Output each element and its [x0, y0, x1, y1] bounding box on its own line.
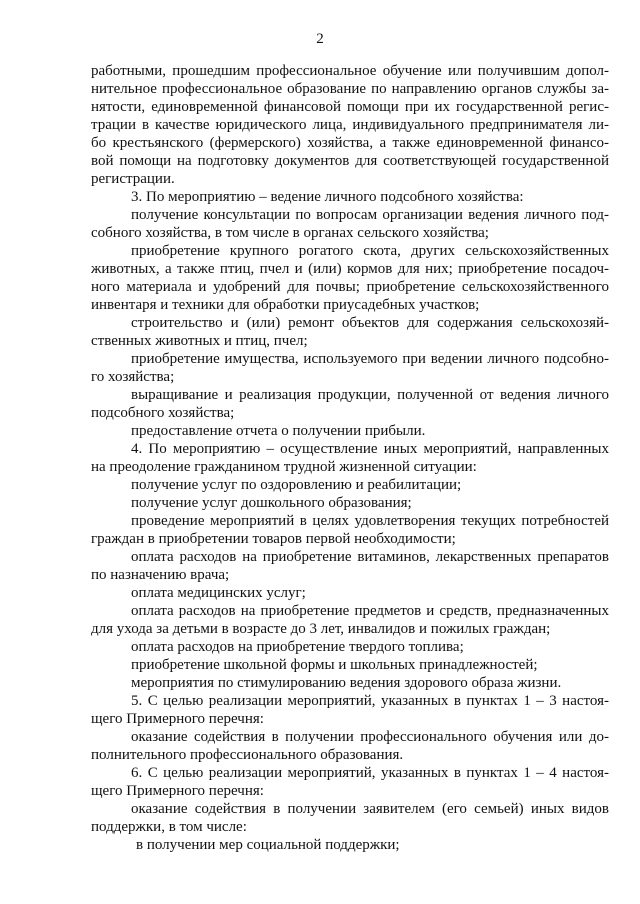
text-line-content: приобретение школьной формы и школьных принадлежностей; [131, 657, 538, 673]
text-line [91, 818, 609, 836]
text-line-content: бо крестьянского (фермерского) хозяйства, а также единовременной финансо- [91, 135, 609, 151]
text-line-content: оплата расходов на приобретение витаминов, лекарственных препаратов [131, 549, 609, 565]
text-line-content: для ухода за детьми в возрасте до 3 лет, инвалидов и пожилых граждан; [91, 621, 551, 637]
text-line [136, 836, 609, 854]
text-line-content: трации в качестве юридического лица, индивидуального предпринимателя ли- [91, 117, 609, 133]
text-line [131, 602, 609, 620]
page-number: 2 [316, 31, 324, 47]
text-line-content: полнительного профессионального образования. [91, 747, 404, 763]
text-line [91, 80, 609, 98]
text-line [91, 458, 609, 476]
text-line-content: го хозяйства; [91, 369, 175, 385]
text-line [131, 674, 609, 692]
text-line [91, 332, 609, 350]
text-line [131, 512, 609, 530]
text-line-content: поддержки, в том числе: [91, 819, 247, 835]
text-line [131, 476, 609, 494]
text-line [131, 350, 609, 368]
text-line [131, 386, 609, 404]
text-line-content: приобретение имущества, используемого при ведении личного подсобно- [131, 351, 609, 367]
text-line-content: нятости, единовременной финансовой помощи при их государственной регис- [91, 99, 609, 115]
text-line-content: ственных животных и птиц, пчел; [91, 333, 308, 349]
text-line [131, 440, 609, 458]
text-line-content: предоставление отчета о получении прибыли. [131, 423, 426, 439]
text-line [131, 692, 609, 710]
text-line-content: на преодоление гражданином трудной жизненной ситуации: [91, 459, 477, 475]
text-line [131, 188, 609, 206]
text-line [91, 224, 609, 242]
text-line [131, 206, 609, 224]
text-line [131, 800, 609, 818]
text-line [91, 134, 609, 152]
text-line [131, 656, 609, 674]
text-line-content: по назначению врача; [91, 567, 230, 583]
text-line [91, 368, 609, 386]
text-line [91, 530, 609, 548]
text-line [131, 728, 609, 746]
text-line-content: оказание содействия в получении профессионального обучения или до- [131, 729, 609, 745]
text-line-content: оказание содействия в получении заявителем (его семьей) иных видов [131, 801, 609, 817]
text-line-content: регистрации. [91, 171, 175, 187]
text-line-content: вой помощи на подготовку документов для соответствующей государственной [91, 153, 609, 169]
text-line [91, 62, 609, 80]
text-line-content: граждан в приобретении товаров первой необходимости; [91, 531, 456, 547]
text-line-content: собного хозяйства, в том числе в органах сельского хозяйства; [91, 225, 489, 241]
text-line-content: выращивание и реализация продукции, полученной от ведения личного [131, 387, 609, 403]
text-line [91, 746, 609, 764]
text-line [131, 548, 609, 566]
text-line-content: животных, а также птиц, пчел и (или) кормов для них; приобретение посадоч- [91, 261, 609, 277]
text-line-content: 4. По мероприятию – осуществление иных мероприятий, направленных [131, 441, 609, 457]
text-line-content: получение услуг по оздоровлению и реабилитации; [131, 477, 462, 493]
text-line [91, 260, 609, 278]
text-line [131, 314, 609, 332]
text-line [91, 170, 609, 188]
text-line [91, 278, 609, 296]
text-line-content: 5. С целью реализации мероприятий, указанных в пунктах 1 – 3 настоя- [131, 693, 609, 709]
text-line [91, 782, 609, 800]
text-line [131, 494, 609, 512]
text-line [91, 404, 609, 422]
text-line [131, 422, 609, 440]
text-line-content: оплата расходов на приобретение твердого топлива; [131, 639, 464, 655]
text-line [91, 116, 609, 134]
text-line [91, 566, 609, 584]
text-line [91, 710, 609, 728]
text-line [91, 98, 609, 116]
text-line [91, 152, 609, 170]
text-line-content: 3. По мероприятию – ведение личного подсобного хозяйства: [131, 189, 524, 205]
text-line [131, 584, 609, 602]
text-line-content: оплата медицинских услуг; [131, 585, 306, 601]
text-line-content: щего Примерного перечня: [91, 711, 264, 727]
text-line-content: работными, прошедшим профессиональное обучение или получившим допол- [91, 63, 609, 79]
text-line-content: подсобного хозяйства; [91, 405, 235, 421]
text-line [131, 638, 609, 656]
text-line-content: приобретение крупного рогатого скота, других сельскохозяйственных [131, 243, 609, 259]
text-line-content: в получении мер социальной поддержки; [136, 837, 400, 853]
text-line-content: инвентаря и техники для обработки приусадебных участков; [91, 297, 480, 313]
text-line-content: строительство и (или) ремонт объектов для содержания сельскохозяй- [131, 315, 609, 331]
text-line [131, 764, 609, 782]
text-line [91, 620, 609, 638]
text-line-content: проведение мероприятий в целях удовлетворения текущих потребностей [131, 513, 609, 529]
text-line-content: получение консультации по вопросам организации ведения личного под- [131, 207, 609, 223]
text-line-content: получение услуг дошкольного образования; [131, 495, 412, 511]
text-line-content: щего Примерного перечня: [91, 783, 264, 799]
text-line-content: 6. С целью реализации мероприятий, указанных в пунктах 1 – 4 настоя- [131, 765, 609, 781]
text-line [131, 242, 609, 260]
text-line-content: ного материала и удобрений для почвы; приобретение сельскохозяйственного [91, 279, 609, 295]
text-line-content: оплата расходов на приобретение предметов и средств, предназначенных [131, 603, 609, 619]
text-line-content: нительное профессиональное образование по направлению органов службы за- [91, 81, 609, 97]
text-line-content: мероприятия по стимулированию ведения здорового образа жизни. [131, 675, 562, 691]
text-line [91, 296, 609, 314]
